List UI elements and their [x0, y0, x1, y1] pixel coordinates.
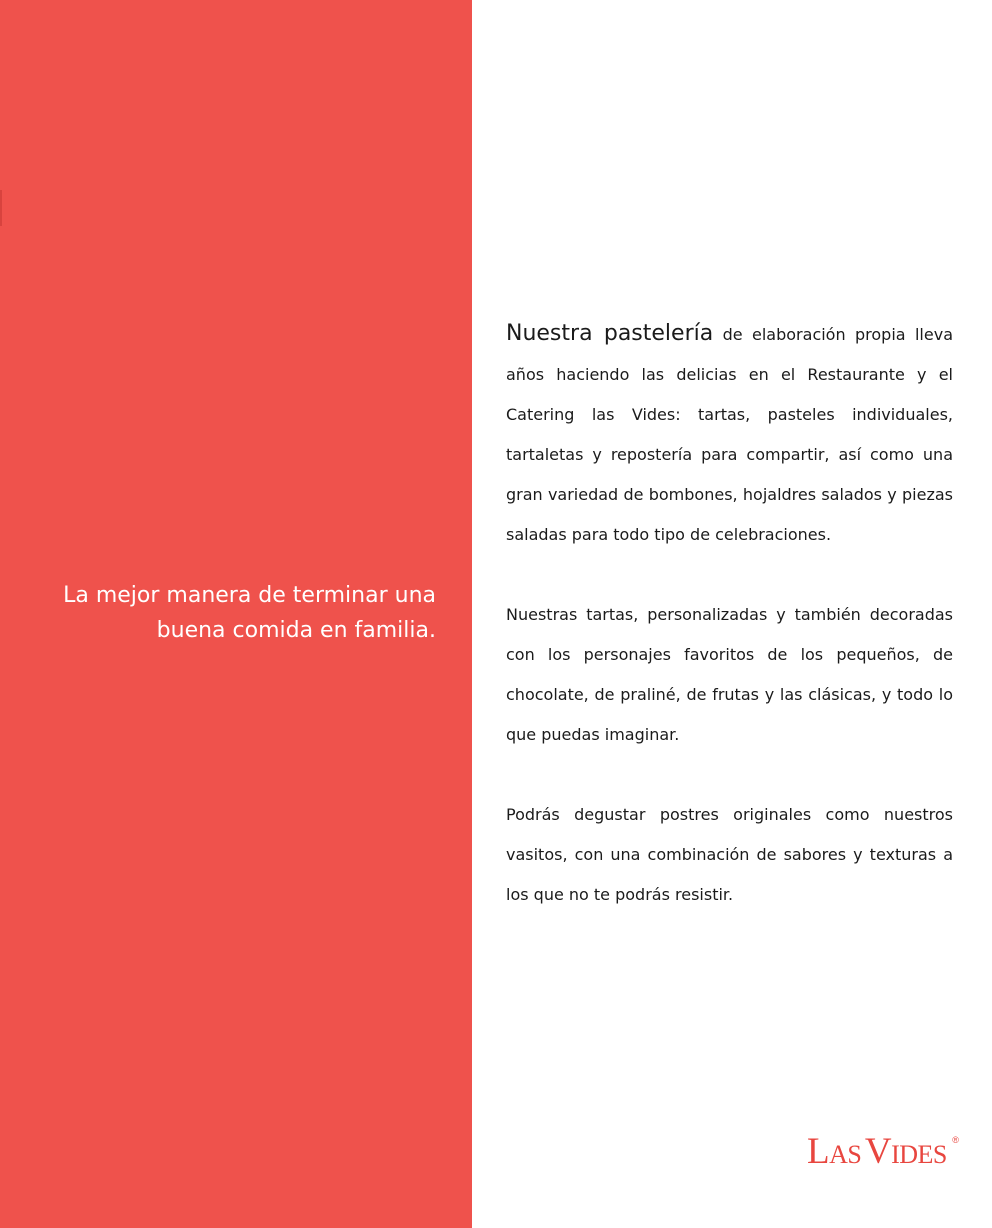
intro-lead: Nuestra pastelería: [506, 321, 714, 346]
las-vides-logo: [807, 1131, 959, 1172]
intro-text: de elaboración propia lleva años haciendo las delicias en el Restaurante y el Catering las Vides: tartas, pasteles individuales, tartaletas y repostería para compartir, así como una gran variedad de bombones, hojaldres salados y piezas saladas para todo tipo de celebraciones.: [506, 325, 953, 544]
paragraph-intro: [506, 314, 953, 555]
logo-letters-ides: IDES: [891, 1140, 947, 1169]
registered-mark: ®: [952, 1135, 959, 1145]
logo-letter-l: L: [807, 1131, 830, 1172]
left-color-panel: [0, 0, 472, 1228]
tagline: [40, 578, 436, 648]
logo-letters-as: AS: [829, 1140, 862, 1169]
logo-letter-v: V: [864, 1131, 892, 1172]
paragraph-tartas: Nuestras tartas, personalizadas y también decoradas con los personajes favoritos de los pequeños, de chocolate, de praliné, de frutas y las clásicas, y todo lo que puedas imaginar.: [506, 605, 953, 744]
edge-mark: [0, 190, 2, 226]
body-text: [506, 314, 953, 915]
tagline-line-2: buena comida en familia.: [156, 618, 436, 643]
tagline-line-1: La mejor manera de terminar una: [63, 583, 436, 608]
paragraph-postres: Podrás degustar postres originales como nuestros vasitos, con una combinación de sabores y texturas a los que no te podrás resistir.: [506, 805, 953, 904]
